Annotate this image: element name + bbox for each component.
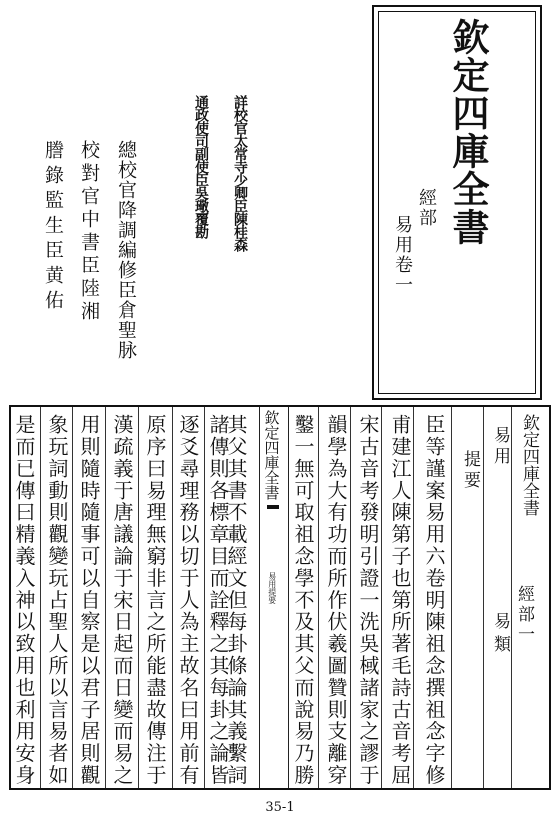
column-rule <box>413 407 414 788</box>
tiyao-heading: 提要 <box>460 450 480 492</box>
column-rule <box>318 407 319 788</box>
text-column: 鑿一無可取祖念學不及其父而說易乃勝 <box>291 414 315 787</box>
book-class: 易類 <box>490 612 510 658</box>
text-column: 甫建江人陳第子也第所著毛詩古音考屈 <box>388 414 412 787</box>
text-column: 用則隨時隨事可以自察是以君子居則觀 <box>77 414 101 787</box>
text-column: 韻學為大有功而所作伏羲圖贊則支離穿 <box>324 414 348 787</box>
text-column: 臣等謹案易用六卷明陳祖念撰祖念字修 <box>422 414 446 787</box>
column-rule <box>72 407 73 788</box>
text-column: 象玩詞動則觀變玩占聖人所以言易者如 <box>45 414 69 787</box>
column-rule <box>204 407 205 788</box>
band-title: 欽定四庫全書 <box>262 410 281 500</box>
page-category: 經部一 <box>514 585 534 645</box>
page-title: 欽定四庫全書 <box>519 414 539 516</box>
text-column: 逐爻尋理務以切于人為主故名曰用前有 <box>176 414 200 787</box>
credit-proofreader: 詳校官太常寺少卿臣陳桂森 <box>232 95 248 251</box>
column-rule <box>483 407 484 788</box>
credit-compiler: 總校官降調編修臣倉聖脉 <box>115 140 137 360</box>
cover-volume: 易用卷一 <box>392 215 413 295</box>
column-rule <box>350 407 351 788</box>
column-rule <box>105 407 106 788</box>
credit-supervisor: 通政使司副使臣吳璥覆勘 <box>193 95 209 238</box>
credit-copyist: 謄錄監生臣黄佑 <box>42 140 64 315</box>
text-column: 宋古音考發明引證一洗吳棫諸家之謬于 <box>356 414 380 787</box>
column-rule <box>381 407 382 788</box>
text-column: 原序曰易理無窮非言之所能盡故傳注于 <box>143 414 167 787</box>
cover-section: 經部 <box>416 188 437 228</box>
column-rule <box>138 407 139 788</box>
text-column: 諸傳則各標章目而詮釋之其每卦之論皆 <box>206 414 230 787</box>
band-fishtail-mark <box>267 505 279 509</box>
text-column: 漢疏義于唐議論于宋日起而日變而易之 <box>110 414 134 787</box>
credit-checker: 校對官中書臣陸湘 <box>78 140 100 324</box>
book-name: 易用 <box>490 426 510 468</box>
page-number: 35-1 <box>265 800 295 815</box>
column-rule <box>40 407 41 788</box>
text-column: 其父其書不載經文但每卦條論其義繫詞 <box>224 414 248 787</box>
cover-title: 欽定四庫全書 <box>446 18 490 246</box>
text-column: 是而已傳曰精義入神以致用也利用安身 <box>12 414 36 787</box>
band-label: 易用提要 <box>267 572 277 604</box>
column-rule <box>451 407 452 788</box>
column-rule <box>511 407 512 788</box>
column-rule <box>172 407 173 788</box>
